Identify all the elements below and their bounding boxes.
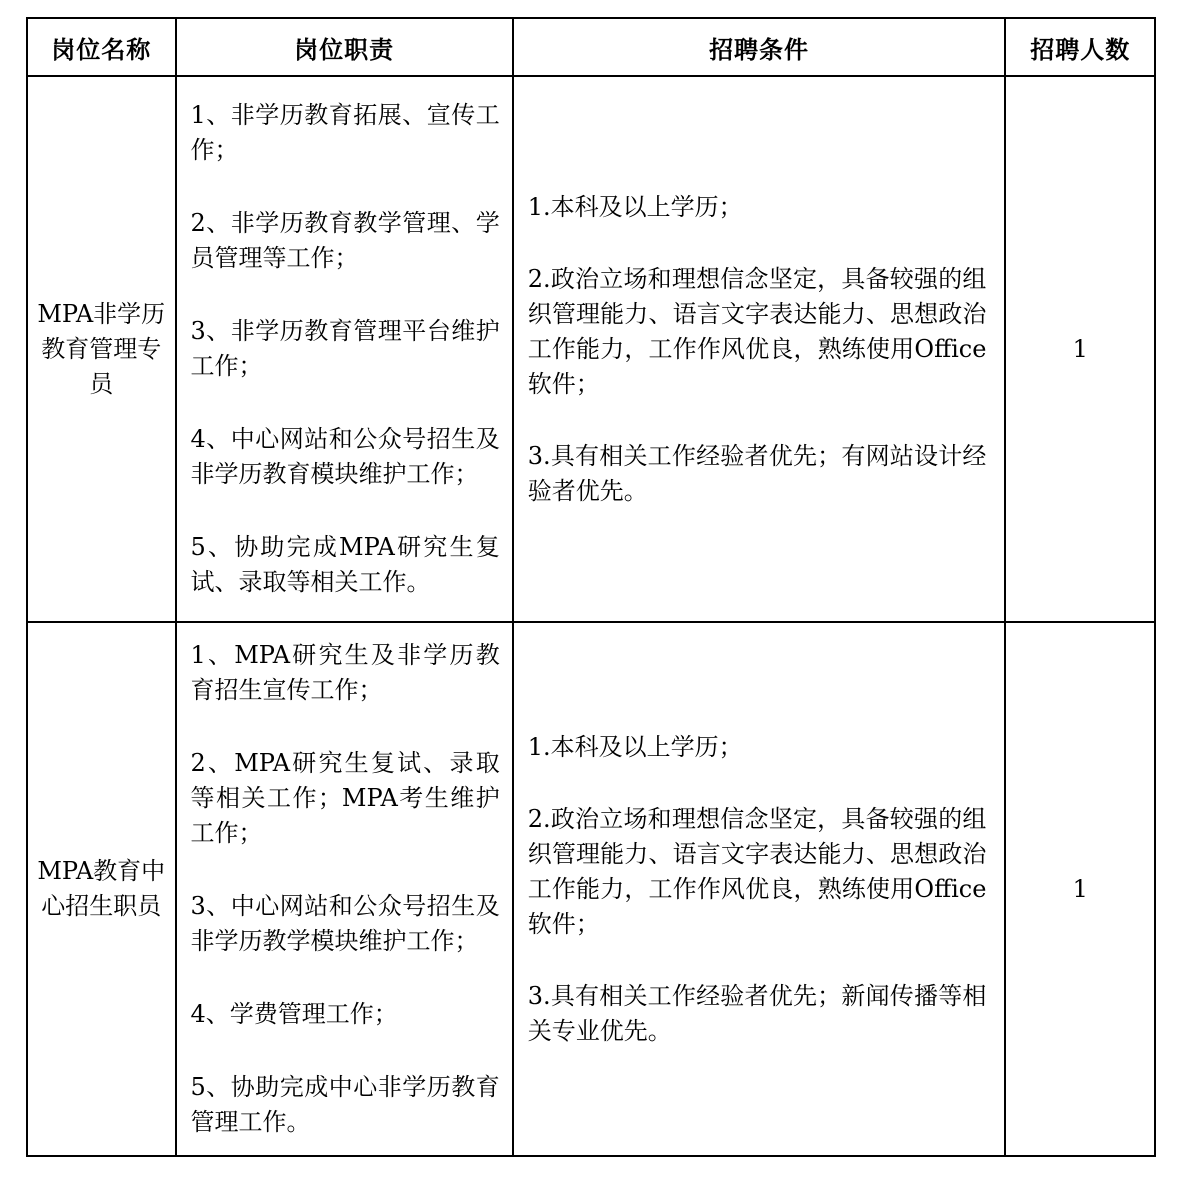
requirement-item: 3.具有相关工作经验者优先；有网站设计经验者优先。	[527, 441, 987, 505]
duty-item: 2、MPA研究生复试、录取等相关工作；MPA考生维护工作；	[190, 749, 500, 847]
table-row	[27, 76, 1155, 622]
headcount-cell	[1005, 76, 1155, 622]
requirements-cell	[513, 622, 1006, 1156]
headcount-cell	[1005, 622, 1155, 1156]
duties-cell	[176, 622, 513, 1156]
position-name-cell	[27, 622, 176, 1156]
duty-item: 5、协助完成中心非学历教育管理工作。	[190, 1073, 500, 1136]
headcount: 1	[1072, 874, 1088, 903]
table-row	[27, 622, 1155, 1156]
position-name: MPA非学历教育管理专员	[37, 299, 166, 398]
duties-cell	[176, 76, 513, 622]
position-name-cell	[27, 76, 176, 622]
position-name: MPA教育中心招生职员	[37, 857, 166, 920]
duty-item: 1、MPA研究生及非学历教育招生宣传工作；	[190, 641, 500, 704]
header-row	[27, 18, 1155, 76]
requirement-item: 2.政治立场和理想信念坚定，具备较强的组织管理能力、语言文字表达能力、思想政治工作能力，工作作风优良，熟练使用Office软件；	[527, 804, 987, 938]
header-duties: 岗位职责	[176, 18, 513, 76]
requirement-item: 3.具有相关工作经验者优先；新闻传播等相关专业优先。	[527, 981, 987, 1045]
header-requirements: 招聘条件	[513, 18, 1006, 76]
requirement-item: 1.本科及以上学历；	[527, 732, 743, 761]
duty-item: 4、中心网站和公众号招生及非学历教育模块维护工作；	[190, 425, 500, 488]
duty-item: 4、学费管理工作；	[190, 1000, 398, 1028]
requirements-cell	[513, 76, 1006, 622]
duty-item: 3、非学历教育管理平台维护工作；	[190, 317, 500, 380]
duty-item: 5、协助完成MPA研究生复试、录取等相关工作。	[190, 533, 500, 596]
header-headcount: 招聘人数	[1005, 18, 1155, 76]
duty-item: 1、非学历教育拓展、宣传工作；	[190, 101, 500, 164]
duty-item: 3、中心网站和公众号招生及非学历教学模块维护工作；	[190, 892, 500, 955]
headcount: 1	[1072, 334, 1088, 363]
header-position-name: 岗位名称	[27, 18, 176, 76]
duty-item: 2、非学历教育教学管理、学员管理等工作；	[190, 209, 500, 272]
requirement-item: 1.本科及以上学历；	[527, 192, 743, 221]
job-table	[26, 17, 1156, 1157]
requirement-item: 2.政治立场和理想信念坚定，具备较强的组织管理能力、语言文字表达能力、思想政治工作能力，工作作风优良，熟练使用Office软件；	[527, 264, 987, 398]
